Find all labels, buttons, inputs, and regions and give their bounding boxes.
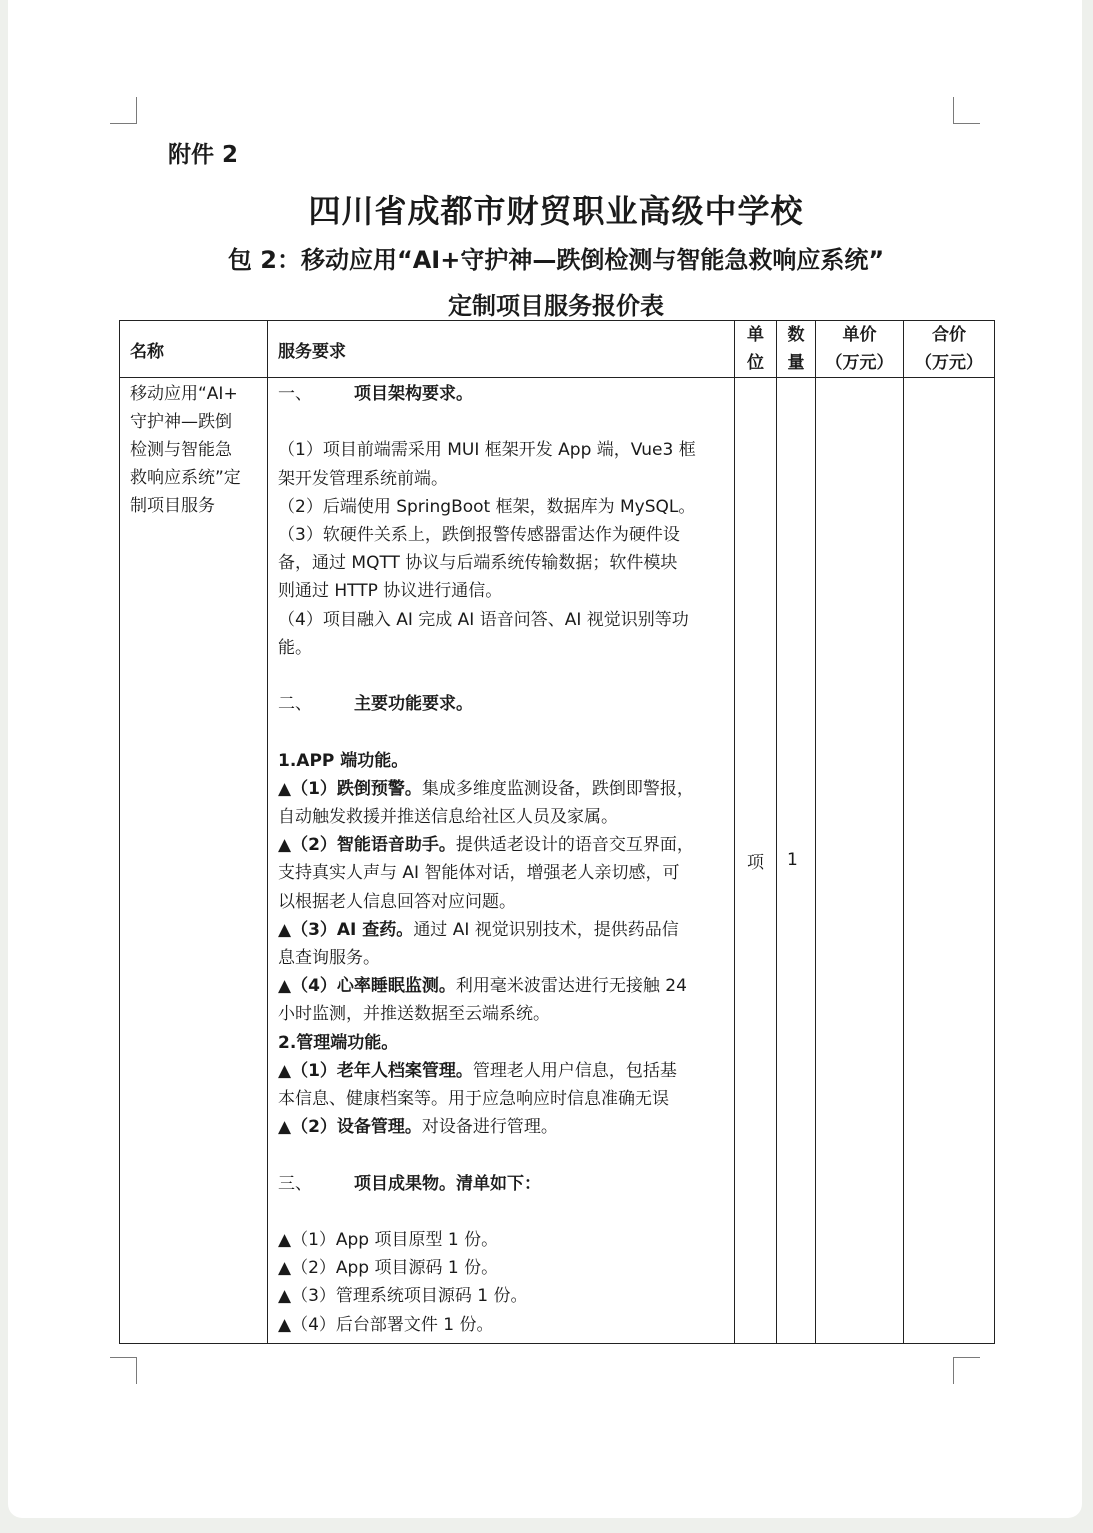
admin-feature-1-text: 管理老人用户信息，包括基 — [472, 1060, 677, 1081]
cell-unit: 项 — [735, 378, 777, 1344]
name-line: 制项目服务 — [130, 496, 215, 516]
cell-qty: 1 — [777, 378, 816, 1344]
feature-4-text: 利用毫米波雷达进行无接触 24 — [455, 976, 687, 997]
service-line: （2）后端使用 SpringBoot 框架，数据库为 MySQL。 — [278, 496, 696, 517]
name-line: 救响应系统”定 — [130, 468, 241, 488]
header-qty — [777, 321, 816, 378]
header-unit — [735, 321, 777, 378]
table-header-row — [120, 321, 995, 378]
table-row — [120, 378, 995, 1344]
service-line: 自动触发救援并推送信息给社区人员及家属。 — [278, 807, 618, 827]
admin-feature-2-title: ▲（2）设备管理。 — [278, 1117, 422, 1138]
service-line: （1）项目前端需采用 MUI 框架开发 App 端，Vue3 框 — [278, 440, 696, 461]
section-2-heading — [278, 690, 726, 718]
crop-mark-bottom-right — [953, 1357, 980, 1384]
crop-mark-bottom-left — [110, 1357, 137, 1384]
school-title: 四川省成都市财贸职业高级中学校 — [308, 192, 804, 230]
header-qty-line1: 数 — [787, 325, 805, 345]
feature-line — [278, 916, 726, 944]
service-line: （3）软硬件关系上，跌倒报警传感器雷达作为硬件设 — [278, 525, 680, 545]
feature-2-text: 提供适老设计的语音交互界面， — [455, 835, 694, 856]
deliverable-line: ▲（1）App 项目原型 1 份。 — [278, 1230, 499, 1251]
header-total-line1: 合价 — [932, 325, 966, 345]
header-price-line2: （万元） — [825, 353, 894, 373]
quotation-table — [119, 320, 995, 1344]
name-line: 移动应用“AI+ — [130, 384, 238, 404]
feature-line — [278, 775, 726, 803]
spacer — [278, 1198, 726, 1226]
cell-unit-price — [816, 378, 904, 1344]
section-2-title: 主要功能要求。 — [354, 694, 473, 715]
crop-mark-top-right — [953, 97, 980, 124]
feature-line — [278, 831, 726, 859]
deliverable-line: ▲（2）App 项目源码 1 份。 — [278, 1258, 499, 1279]
header-name: 名称 — [120, 321, 268, 378]
attachment-label: 附件 2 — [168, 142, 239, 168]
feature-1-title: ▲（1）跌倒预警。 — [278, 778, 422, 799]
section-3-number: 三、 — [278, 1173, 312, 1194]
header-unit-line1: 单 — [747, 325, 764, 345]
cell-total-price — [904, 378, 995, 1344]
deliverable-line: ▲（3）管理系统项目源码 1 份。 — [278, 1286, 528, 1307]
section-1-title: 项目架构要求。 — [354, 384, 473, 404]
table-title: 定制项目服务报价表 — [448, 292, 664, 320]
service-line: 本信息、健康档案等。用于应急响应时信息准确无误 — [278, 1089, 669, 1110]
header-qty-line2: 量 — [787, 353, 805, 373]
feature-3-text: 通过 AI 视觉识别技术，提供药品信 — [413, 919, 679, 940]
service-line: （4）项目融入 AI 完成 AI 语音问答、AI 视觉识别等功 — [278, 609, 689, 630]
header-total-line2: （万元） — [915, 353, 983, 373]
spacer — [278, 1141, 726, 1169]
feature-4-title: ▲（4）心率睡眠监测。 — [278, 976, 456, 997]
feature-1-text: 集成多维度监测设备，跌倒即警报， — [421, 778, 694, 799]
header-total-price — [904, 321, 995, 378]
service-line: 架开发管理系统前端。 — [278, 468, 448, 489]
feature-line — [278, 1113, 726, 1141]
section-2-number: 二、 — [278, 694, 312, 715]
service-line: 则通过 HTTP 协议进行通信。 — [278, 581, 503, 602]
service-line: 以根据老人信息回答对应问题。 — [278, 891, 516, 912]
cell-name — [120, 378, 268, 1344]
spacer — [278, 408, 726, 436]
header-unit-line2: 位 — [747, 353, 764, 373]
feature-line — [278, 1057, 726, 1085]
service-line: 小时监测，并推送数据至云端系统。 — [278, 1004, 550, 1025]
app-functions-title: 1.APP 端功能。 — [278, 750, 409, 771]
section-1-number: 一、 — [278, 384, 312, 404]
package-title: 包 2：移动应用“AI+守护神—跌倒检测与智能急救响应系统” — [227, 246, 885, 274]
spacer — [278, 718, 726, 746]
service-line: 支持真实人声与 AI 智能体对话，增强老人亲切感，可 — [278, 863, 680, 884]
section-3-title: 项目成果物。清单如下： — [354, 1173, 541, 1194]
header-unit-price — [816, 321, 904, 378]
service-line: 息查询服务。 — [278, 948, 380, 969]
name-line: 检测与智能急 — [130, 440, 232, 460]
service-line: 备，通过 MQTT 协议与后端系统传输数据；软件模块 — [278, 553, 678, 574]
feature-3-title: ▲（3）AI 查药。 — [278, 919, 414, 940]
cell-service-requirements — [268, 378, 735, 1344]
crop-mark-top-left — [110, 97, 137, 124]
deliverable-line: ▲（4）后台部署文件 1 份。 — [278, 1314, 494, 1335]
feature-2-title: ▲（2）智能语音助手。 — [278, 835, 456, 856]
section-1-heading — [278, 380, 726, 408]
header-price-line1: 单价 — [842, 325, 877, 345]
name-line: 守护神—跌倒 — [130, 412, 232, 432]
admin-feature-2-text: 对设备进行管理。 — [421, 1117, 558, 1138]
section-3-heading — [278, 1170, 726, 1198]
spacer — [278, 662, 726, 690]
header-service: 服务要求 — [268, 321, 735, 378]
admin-feature-1-title: ▲（1）老年人档案管理。 — [278, 1060, 473, 1081]
feature-line — [278, 972, 726, 1000]
admin-functions-title: 2.管理端功能。 — [278, 1032, 399, 1053]
service-line: 能。 — [278, 637, 312, 658]
